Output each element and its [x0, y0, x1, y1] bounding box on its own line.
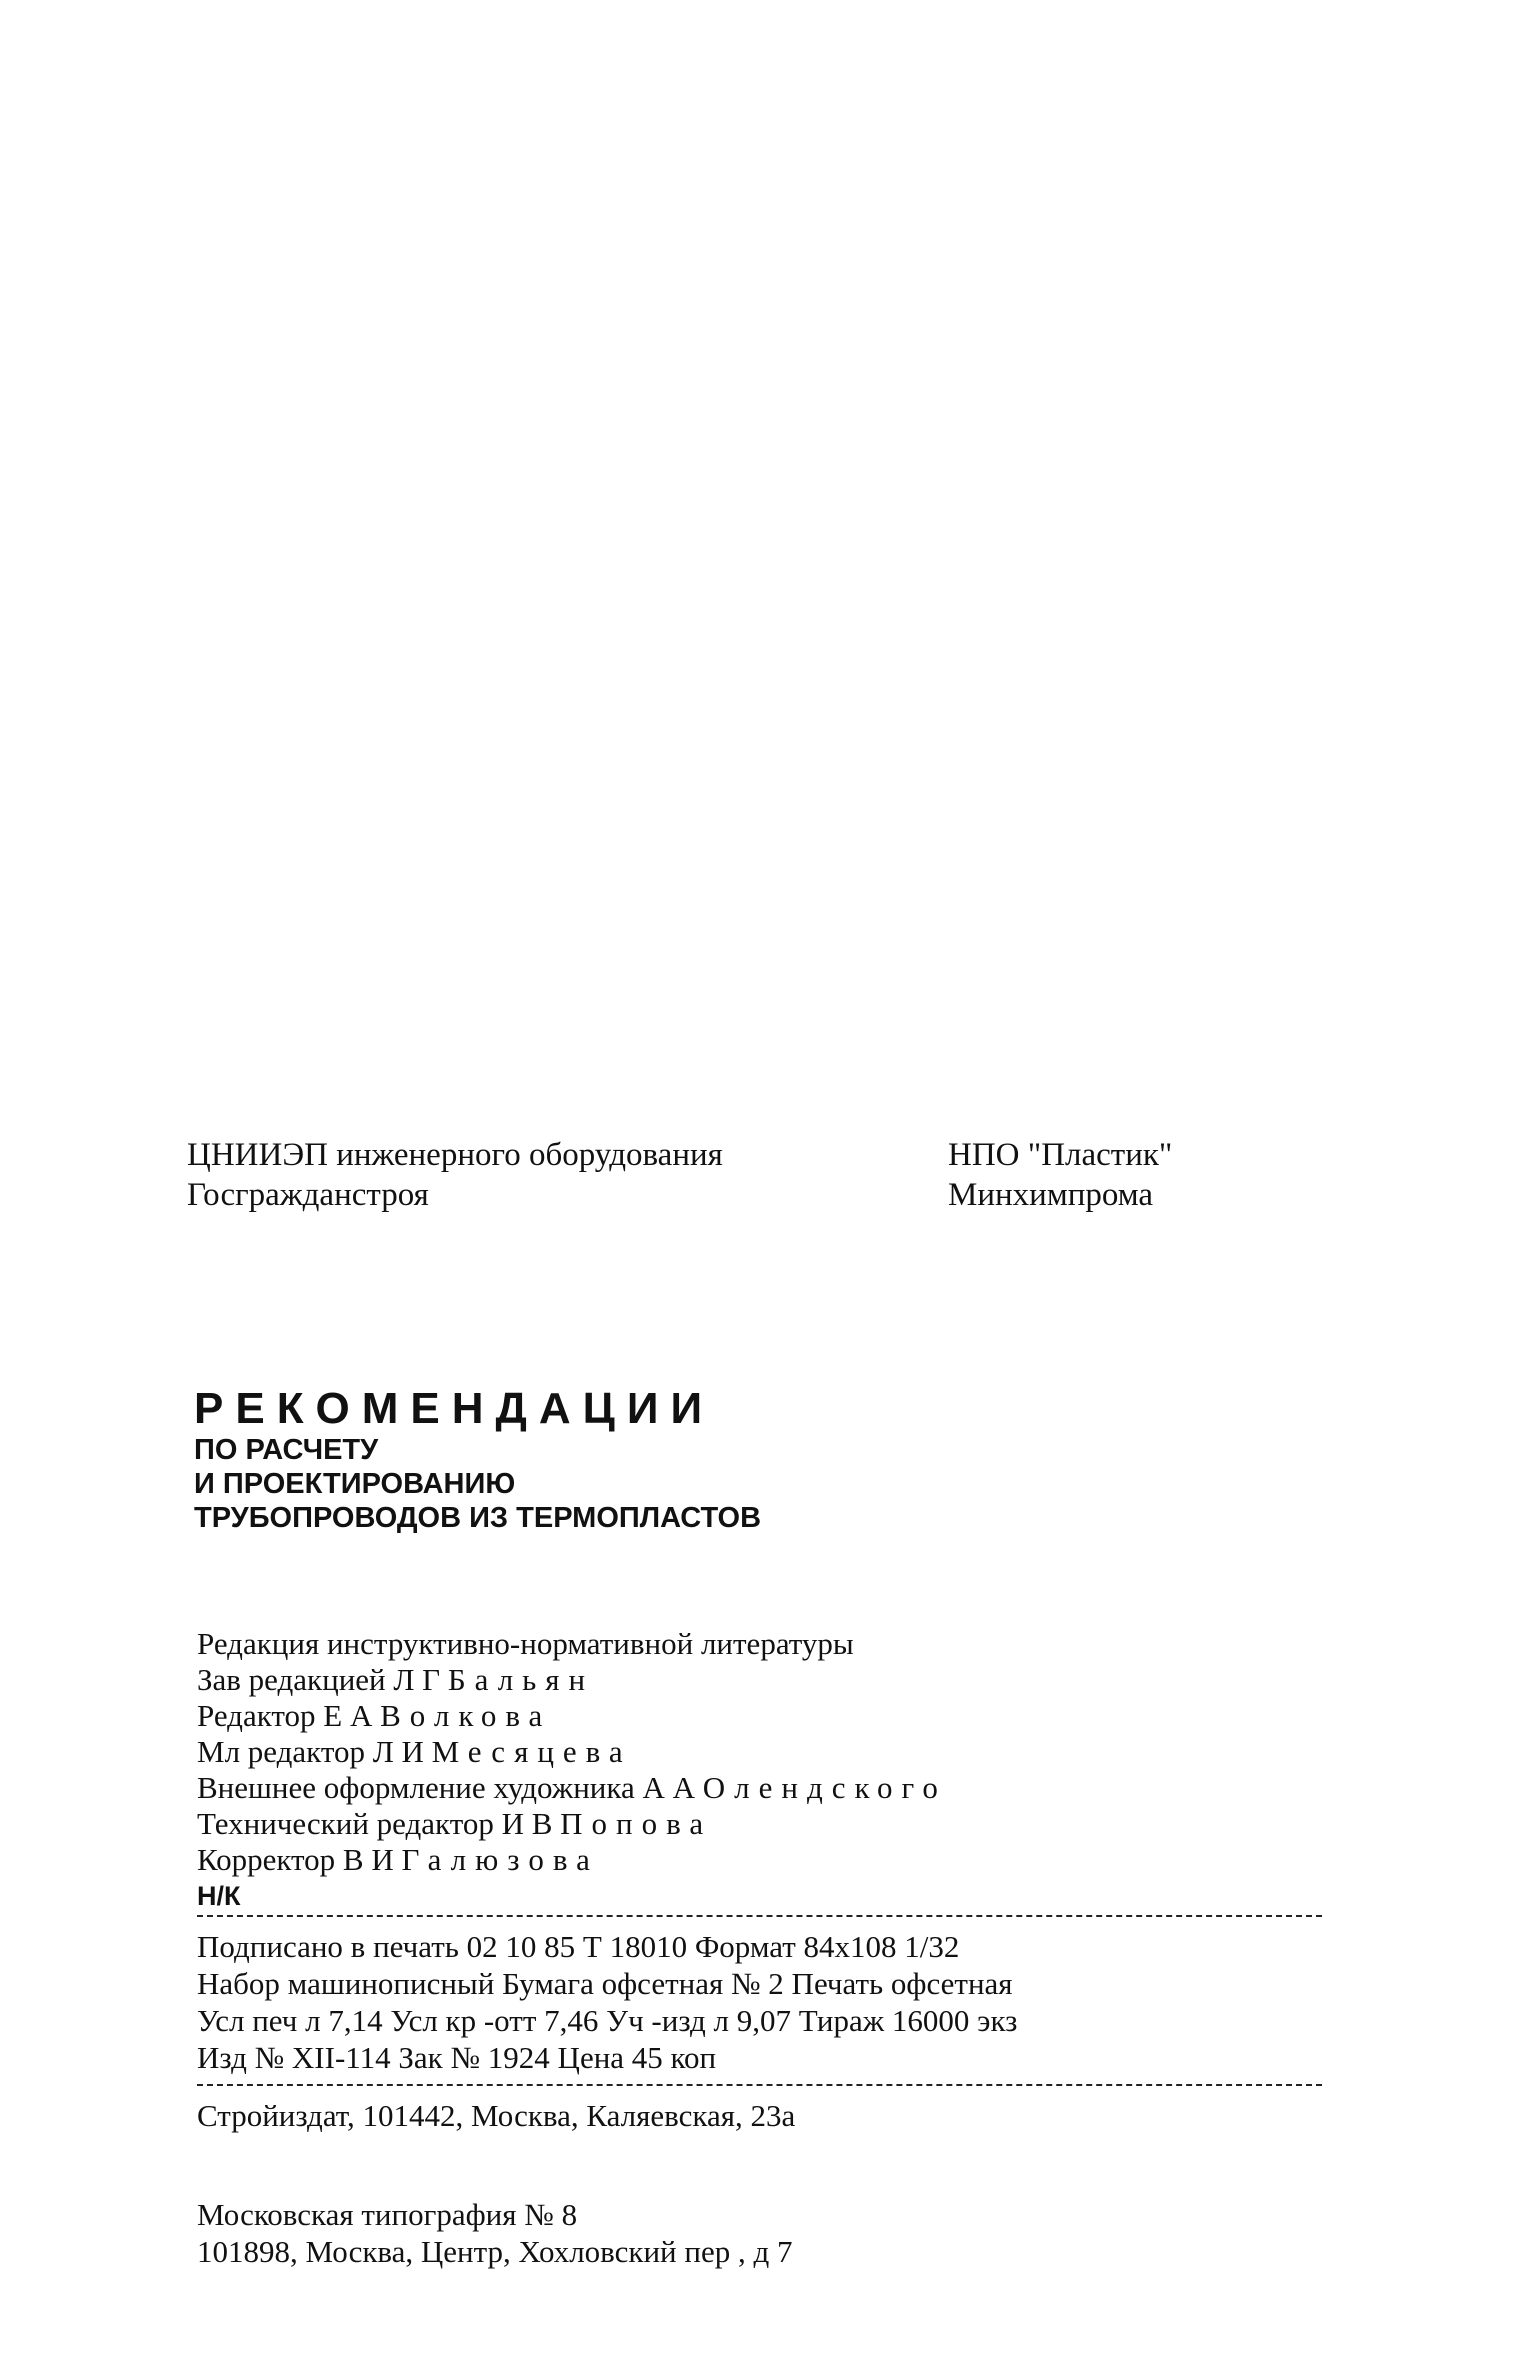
- credits-tech-editor-label: Технический редактор И В: [197, 1806, 553, 1841]
- credits-nk: Н/К: [197, 1881, 241, 1911]
- printer-line1: Московская типография № 8: [197, 2197, 578, 2232]
- print-info-line1: Подписано в печать 02 10 85 Т 18010 Формат 84х108 1/32: [197, 1929, 960, 1964]
- credits-head: [197, 1662, 947, 1698]
- document-title: [194, 1385, 761, 1535]
- credits-block: [197, 1626, 947, 1914]
- credits-corrector-label: Корректор В И: [197, 1842, 394, 1877]
- print-info-line4: Изд № XII-114 Зак № 1924 Цена 45 коп: [197, 2040, 717, 2075]
- credits-design-name: Олендского: [702, 1770, 947, 1805]
- credits-corrector-name: Галюзова: [401, 1842, 599, 1877]
- credits-tech-editor-name: Попова: [560, 1806, 713, 1841]
- credits-junior-editor: [197, 1734, 947, 1770]
- organization-right: [948, 1135, 1172, 1215]
- credits-junior-editor-name: Месяцева: [431, 1734, 632, 1769]
- credits-corrector: [197, 1842, 947, 1878]
- org-left-line2: Госгражданстроя: [187, 1177, 429, 1213]
- credits-editor: [197, 1698, 947, 1734]
- title-main: РЕКОМЕНДАЦИИ: [194, 1384, 715, 1433]
- organization-left: [187, 1135, 723, 1215]
- dashed-divider-2: [197, 2084, 1322, 2086]
- print-info-block: [197, 1928, 1017, 2076]
- print-info-line2: Набор машинописный Бумага офсетная № 2 Печать офсетная: [197, 1966, 1013, 2001]
- credits-head-name: Бальян: [447, 1662, 595, 1697]
- printer-block: [197, 2196, 793, 2270]
- org-left-line1: ЦНИИЭП инженерного оборудования: [187, 1137, 723, 1173]
- credits-design-label: Внешнее оформление художника А А: [197, 1770, 695, 1805]
- credits-head-label: Зав редакцией Л Г: [197, 1662, 441, 1697]
- title-line3: ТРУБОПРОВОДОВ ИЗ ТЕРМОПЛАСТОВ: [194, 1502, 762, 1534]
- org-right-line1: НПО "Пластик": [948, 1137, 1173, 1173]
- printer-line2: 101898, Москва, Центр, Хохловский пер , д 7: [197, 2234, 793, 2269]
- dashed-divider-1: [197, 1915, 1322, 1917]
- title-line2: И ПРОЕКТИРОВАНИЮ: [194, 1468, 516, 1500]
- credits-editor-name: Волкова: [380, 1698, 552, 1733]
- org-right-line2: Минхимпрома: [948, 1177, 1154, 1213]
- credits-tech-editor: [197, 1806, 947, 1842]
- credits-junior-editor-label: Мл редактор Л И: [197, 1734, 424, 1769]
- print-info-line3: Усл печ л 7,14 Усл кр -отт 7,46 Уч -изд л 9,07 Тираж 16000 экз: [197, 2003, 1018, 2038]
- title-line1: ПО РАСЧЕТУ: [194, 1434, 379, 1466]
- credits-design: [197, 1770, 947, 1806]
- credits-edition: Редакция инструктивно-нормативной литературы: [197, 1626, 854, 1661]
- credits-editor-label: Редактор Е А: [197, 1698, 373, 1733]
- publisher-address: Стройиздат, 101442, Москва, Каляевская, 23а: [197, 2098, 796, 2133]
